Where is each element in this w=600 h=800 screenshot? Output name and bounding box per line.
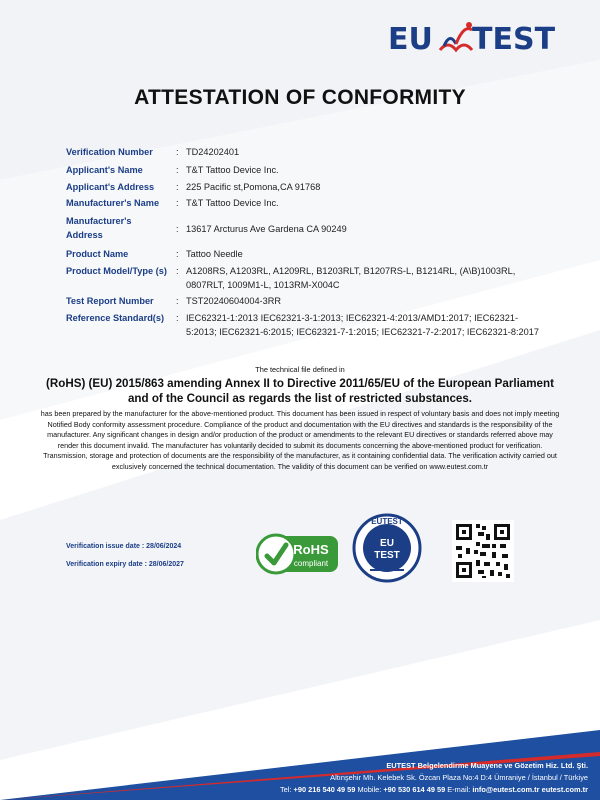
field-row-reference-standards xyxy=(66,311,546,355)
field-value: Tattoo Needle xyxy=(186,249,243,259)
tel-label: Tel: xyxy=(279,785,292,794)
directive-heading: (RoHS) (EU) 2015/863 amending Annex II to Directive 2011/65/EU of the European Parliament and of the Council as regards the list of restricted substances. xyxy=(46,377,554,405)
document-title: ATTESTATION OF CONFORMITY xyxy=(134,86,466,109)
rohs-compliant-badge xyxy=(256,532,340,576)
tel-number[interactable]: +90 216 540 49 59 xyxy=(293,785,356,794)
field-colon: : xyxy=(176,313,179,323)
field-row-manufacturer-address xyxy=(66,214,546,244)
field-value: T&T Tattoo Device Inc. xyxy=(186,165,279,175)
eutest-seal-stamp xyxy=(352,512,422,586)
field-label: Verification Number xyxy=(66,147,153,157)
logo-test-text: TEST xyxy=(472,22,556,57)
logo-book-mark-icon xyxy=(436,16,476,60)
field-label: Manufacturer's Address xyxy=(66,216,132,240)
issue-date-value: 28/06/2024 xyxy=(146,543,182,550)
field-colon: : xyxy=(176,249,179,259)
footer-company-name: EUTEST Belgelendirme Muayene ve Gözetim Hiz. Ltd. Şti. xyxy=(386,761,588,770)
seal-inner-test: TEST xyxy=(374,550,400,561)
rohs-subtitle: compliant xyxy=(293,559,329,568)
expiry-date-line: Verification expiry date : 28/06/2027 xyxy=(66,561,184,568)
field-label: Applicant's Name xyxy=(66,165,143,175)
field-label: Reference Standard(s) xyxy=(66,313,165,323)
mobile-number[interactable]: +90 530 614 49 59 xyxy=(383,785,446,794)
field-colon: : xyxy=(176,266,179,276)
field-label: Test Report Number xyxy=(66,296,154,306)
field-label: Product Model/Type (s) xyxy=(66,266,167,276)
expiry-date-value: 28/06/2027 xyxy=(148,561,184,568)
field-colon: : xyxy=(176,224,179,234)
directive-statement xyxy=(40,365,560,473)
email-link[interactable]: info@eutest.com.tr xyxy=(472,785,540,794)
rohs-title: RoHS xyxy=(293,542,329,557)
issue-date-line: Verification issue date : 28/06/2024 xyxy=(66,543,182,550)
field-label: Manufacturer's Name xyxy=(66,198,160,208)
field-colon: : xyxy=(176,198,179,208)
verification-dates xyxy=(66,538,184,574)
field-colon: : xyxy=(176,296,179,306)
email-label: E-mail: xyxy=(447,785,471,794)
field-value: IEC62321-1:2013 IEC62321-3-1:2013; IEC62321-4:2013/AMD1:2017; IEC62321-5:2013; IEC62321-6:2015; IEC62321-7-1:2015; IEC62321-7-2:2017; IEC62321-8:2017 xyxy=(186,313,539,337)
field-value: TD24202401 xyxy=(186,147,240,157)
technical-file-intro: The technical file defined in xyxy=(255,365,345,374)
verification-qr-code[interactable] xyxy=(452,520,514,582)
seal-inner-eu: EU xyxy=(380,538,394,549)
footer-contacts xyxy=(28,784,588,796)
footer-address: Altınşehir Mh. Kelebek Sk. Özcan Plaza No:4 D:4 Ümraniye / İstanbul / Türkiye xyxy=(330,773,588,782)
field-colon: : xyxy=(176,182,179,192)
field-row-product-model xyxy=(66,264,546,294)
field-colon: : xyxy=(176,147,179,157)
website-link[interactable]: eutest.com.tr xyxy=(541,785,588,794)
seal-ring-text: EUTEST xyxy=(371,517,403,526)
eutest-logo xyxy=(384,16,564,62)
field-label: Product Name xyxy=(66,249,129,259)
field-label: Applicant's Address xyxy=(66,182,155,192)
issue-date-label: Verification issue date xyxy=(66,543,140,550)
mobile-label: Mobile: xyxy=(357,785,382,794)
field-value: T&T Tattoo Device Inc. xyxy=(186,198,279,208)
expiry-date-label: Verification expiry date xyxy=(66,561,143,568)
field-value: 225 Pacific st,Pomona,CA 91768 xyxy=(186,182,321,192)
field-value: 13617 Arcturus Ave Gardena CA 90249 xyxy=(186,224,347,234)
field-colon: : xyxy=(176,165,179,175)
field-value: TST20240604004-3RR xyxy=(186,296,281,306)
field-value: A1208RS, A1203RL, A1209RL, B1203RLT, B1207RS-L, B1214RL, (A\B)1003RL, 0807RLT, 1009M1-L, 1013RM-X004C xyxy=(186,266,516,290)
logo-eu-text: EU xyxy=(388,22,433,57)
disclaimer-text: has been prepared by the manufacturer for the above-mentioned product. This document has been issued in respect of voluntary basis and does not imply meeting Notified Body conformity assessment procedure. Compliance of the product and documentation with the EU directives and standards is the responsibility of the manufacturer. Any significant changes in design and/or production of the product or amendments to the relevant EU directives or standards referred above may render this document invalid. The manufacturer has voluntarily decided to submit its documents concerning the above-mentioned product for verification. Transmission, storage and protection of documents are the responsibility of the manufacturer, as it containing confidential data. The verification activity carried out exclusively concerned the technical documentation. The validity of this document can be verified on www.eutest.com.tr xyxy=(40,409,560,471)
